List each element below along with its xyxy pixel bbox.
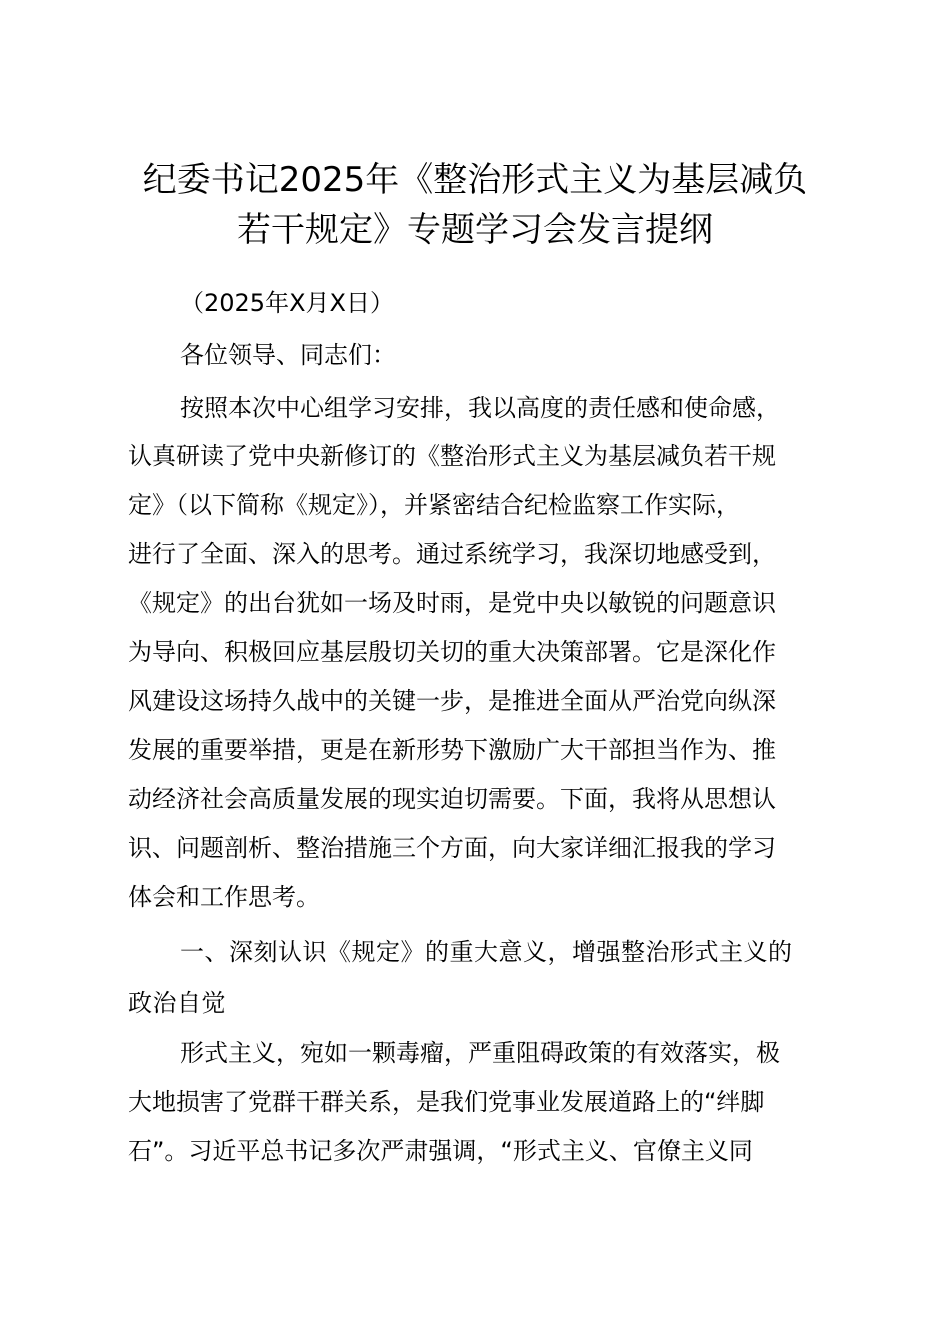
paragraph-line: 动经济社会高质量发展的现实迫切需要。下面，我将从思想认 [128,785,776,813]
paragraph-line: 进行了全面、深入的思考。通过系统学习，我深切地感受到， [128,540,776,568]
paragraph-line: 定》（以下简称《规定》），并紧密结合纪检监察工作实际， [128,491,740,519]
paragraph-line: 石”。习近平总书记多次严肃强调，“形式主义、官僚主义同 [128,1137,753,1165]
paragraph-line: 《规定》的出台犹如一场及时雨，是党中央以敏锐的问题意识 [128,589,776,617]
paragraph-line: 体会和工作思考。 [128,883,320,911]
paragraph-line: 发展的重要举措，更是在新形势下激励广大干部担当作为、推 [128,736,776,764]
paragraph-line: 为导向、积极回应基层殷切关切的重大决策部署。它是深化作 [128,638,776,666]
paragraph-line: 大地损害了党群干群关系，是我们党事业发展道路上的“绊脚 [128,1088,765,1116]
paragraph-line: 风建设这场持久战中的关键一步，是推进全面从严治党向纵深 [128,687,776,715]
paragraph-line: 认真研读了党中央新修订的《整治形式主义为基层减负若干规 [128,442,776,470]
document-title-line-1: 纪委书记2025年《整治形式主义为基层减负 [142,160,808,200]
paragraph-line: 按照本次中心组学习安排，我以高度的责任感和使命感， [180,394,780,422]
paragraph-line: 形式主义，宛如一颗毒瘤，严重阻碍政策的有效落实，极 [180,1039,780,1067]
document-title-line-2: 若干规定》专题学习会发言提纲 [237,210,713,250]
section-heading-line: 一、深刻认识《规定》的重大意义，增强整治形式主义的 [180,938,793,966]
greeting: 各位领导、同志们： [180,341,396,369]
paragraph-line: 识、问题剖析、整治措施三个方面，向大家详细汇报我的学习 [128,834,776,862]
document-date: （2025年X月X日） [180,289,394,317]
section-heading-line: 政治自觉 [128,989,226,1017]
